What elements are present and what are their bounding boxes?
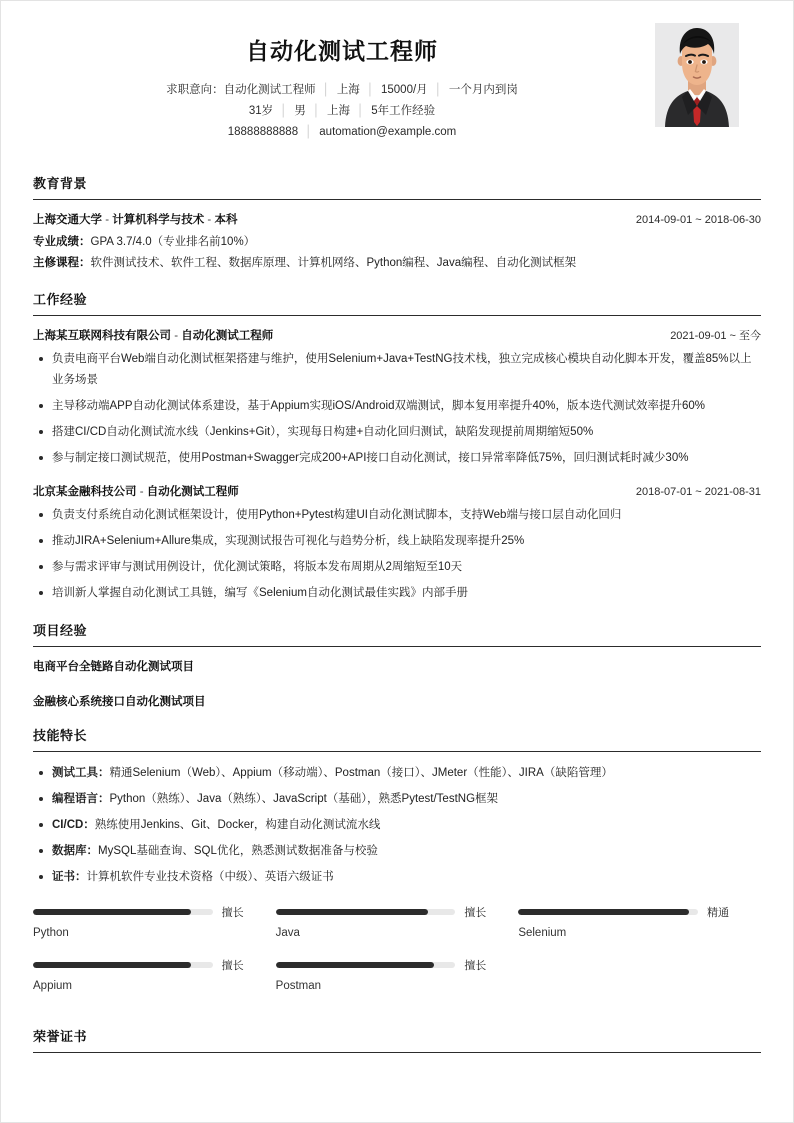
section-work-experience — [1, 289, 793, 604]
skill-bar-fill — [276, 962, 434, 968]
work-date: 2021-09-01 ~ 至今 — [670, 330, 761, 342]
phone-number[interactable]: 18888888888 — [227, 126, 299, 138]
separator-icon: │ — [305, 126, 313, 138]
project-item: 电商平台全链路自动化测试项目 — [33, 661, 194, 673]
section-title-education: 教育背景 — [33, 173, 761, 200]
skill-bar-level: 精通 — [706, 907, 729, 919]
list-item: 推动JIRA+Selenium+Allure集成，实现测试报告可视化与趋势分析，线上缺陷发现率提升25% — [33, 531, 761, 552]
separator-icon: │ — [280, 105, 288, 117]
skill-bar-fill — [276, 909, 429, 915]
skill-bar-name: Python — [33, 927, 69, 939]
work-position: 自动化测试工程师 — [146, 486, 239, 498]
section-title-projects: 项目经验 — [33, 620, 761, 647]
list-item: 参与需求评审与测试用例设计，优化测试策略，将版本发布周期从2周缩短至10天 — [33, 557, 761, 578]
list-item — [33, 789, 761, 810]
list-item: 主导移动端APP自动化测试体系建设，基于Appium实现iOS/Android双端测试，脚本复用率提升40%，版本迭代测试效率提升60% — [33, 396, 761, 417]
skill-bar-item — [276, 957, 519, 992]
work-date: 2018-07-01 ~ 2021-08-31 — [635, 486, 761, 498]
personal-gender: 男 — [294, 105, 306, 117]
contact-details-line — [33, 122, 651, 143]
education-courses-label: 主修课程： — [33, 257, 91, 269]
job-intent-label: 求职意向： — [166, 84, 224, 96]
section-education — [1, 173, 793, 273]
email-address[interactable]: automation@example.com — [319, 126, 457, 138]
portrait-illustration — [655, 23, 739, 127]
skill-label: 证书： — [52, 871, 87, 883]
job-intent-availability: 一个月内到岗 — [448, 84, 518, 96]
work-entry-row — [33, 483, 761, 499]
work-company: 北京某金融科技公司 — [33, 486, 137, 498]
work-bullet-list — [33, 505, 761, 604]
skill-bar-name: Selenium — [518, 927, 567, 939]
separator-icon: │ — [434, 84, 442, 96]
skill-bar-name: Appium — [33, 980, 72, 992]
job-intent-line — [33, 80, 651, 101]
page-bottom-spacer — [1, 1064, 793, 1072]
skill-bar-track — [276, 962, 456, 968]
section-title-work: 工作经验 — [33, 289, 761, 316]
skill-bar-row — [276, 904, 487, 920]
personal-location: 上海 — [327, 105, 351, 117]
work-entry — [33, 327, 761, 469]
work-entry-heading: 北京某金融科技公司 - 自动化测试工程师 — [33, 486, 239, 498]
skill-value: 熟练使用Jenkins、Git、Docker，构建自动化测试流水线 — [94, 819, 381, 831]
separator-icon: │ — [357, 105, 365, 117]
list-item — [33, 841, 761, 862]
education-school: 上海交通大学 — [33, 214, 102, 226]
avatar — [655, 23, 739, 127]
work-company: 上海某互联网科技有限公司 — [33, 330, 171, 342]
skill-bar-fill — [518, 909, 689, 915]
skill-label: 数据库： — [52, 845, 98, 857]
skill-value: 计算机软件专业技术资格（中级）、英语六级证书 — [86, 871, 334, 883]
section-honors — [1, 1026, 793, 1053]
education-date: 2014-09-01 ~ 2018-06-30 — [635, 214, 761, 226]
skill-bar-spacer — [518, 957, 761, 992]
job-intent-city: 上海 — [336, 84, 360, 96]
list-item: 负责电商平台Web端自动化测试框架搭建与维护，使用Selenium+Java+TestNG技术栈，独立完成核心模块自动化脚本开发，覆盖85%以上业务场景 — [33, 349, 761, 391]
education-gpa-value: GPA 3.7/4.0（专业排名前10%） — [90, 236, 256, 248]
work-entry — [33, 483, 761, 604]
list-item: 参与制定接口测试规范，使用Postman+Swagger完成200+API接口自动化测试，接口异常率降低75%，回归测试耗时减少30% — [33, 448, 761, 469]
skill-bar-row — [33, 957, 244, 973]
skill-bar-item — [33, 957, 276, 992]
skill-label: 测试工具： — [52, 767, 110, 779]
separator-icon: │ — [312, 105, 321, 117]
list-item — [33, 867, 761, 888]
project-item: 金融核心系统接口自动化测试项目 — [33, 696, 206, 708]
job-intent-position: 自动化测试工程师 — [223, 84, 316, 96]
section-title-honors: 荣誉证书 — [33, 1026, 761, 1053]
separator-icon: │ — [366, 84, 374, 96]
list-item — [33, 815, 761, 836]
skill-value: MySQL基础查询、SQL优化，熟悉测试数据准备与校验 — [98, 845, 378, 857]
education-gpa-line — [33, 233, 761, 252]
contact-block — [33, 80, 761, 143]
work-bullet-list — [33, 349, 761, 469]
resume-header — [1, 1, 793, 157]
skill-bar-row — [518, 904, 729, 920]
skill-bar-track — [518, 909, 698, 915]
skill-bar-grid — [33, 904, 761, 1010]
skills-bullet-list — [33, 763, 761, 888]
personal-info-line — [33, 101, 651, 122]
section-projects — [1, 620, 793, 709]
skill-value: 精通Selenium（Web）、Appium（移动端）、Postman（接口）、JMeter（性能）、JIRA（缺陷管理） — [109, 767, 613, 779]
skill-value: Python（熟练）、Java（熟练）、JavaScript（基础），熟悉Pytest/TestNG框架 — [109, 793, 499, 805]
education-major: 计算机科学与技术 — [112, 214, 205, 226]
skill-bar-level: 擅长 — [464, 907, 487, 919]
education-degree: 本科 — [214, 214, 238, 226]
skill-bar-item — [276, 904, 519, 939]
education-entry-heading: 上海交通大学 - 计算机科学与技术 - 本科 — [33, 214, 238, 226]
personal-experience: 5年工作经验 — [371, 105, 436, 117]
skill-bar-track — [33, 909, 213, 915]
skill-bar-fill — [33, 962, 191, 968]
skill-bar-item — [33, 904, 276, 939]
section-title-skills: 技能特长 — [33, 725, 761, 752]
work-entry-heading: 上海某互联网科技有限公司 - 自动化测试工程师 — [33, 330, 274, 342]
skill-bar-fill — [33, 909, 191, 915]
skill-bar-level: 擅长 — [221, 960, 244, 972]
list-item: 搭建CI/CD自动化测试流水线（Jenkins+Git），实现每日构建+自动化回归测试，缺陷发现提前周期缩短50% — [33, 422, 761, 443]
skill-bar-name: Postman — [275, 980, 322, 992]
list-item — [33, 763, 761, 784]
list-item: 培训新人掌握自动化测试工具链，编写《Selenium自动化测试最佳实践》内部手册 — [33, 583, 761, 604]
section-skills — [1, 725, 793, 1010]
skill-bar-track — [33, 962, 213, 968]
skill-bar-level: 擅长 — [464, 960, 487, 972]
list-item: 负责支付系统自动化测试框架设计，使用Python+Pytest构建UI自动化测试脚本，支持Web端与接口层自动化回归 — [33, 505, 761, 526]
skill-label: 编程语言： — [52, 793, 110, 805]
education-entry-row — [33, 211, 761, 227]
education-courses-line — [33, 254, 761, 273]
skill-bar-track — [276, 909, 456, 915]
skill-bar-name: Java — [275, 927, 300, 939]
skill-bar-item — [518, 904, 761, 939]
job-intent-salary: 15000/月 — [381, 84, 428, 96]
page-title: 自动化测试工程师 — [246, 38, 438, 64]
skill-bar-row — [276, 957, 487, 973]
work-entry-row — [33, 327, 761, 343]
skill-bar-level: 擅长 — [221, 907, 244, 919]
separator-icon: │ — [322, 84, 330, 96]
personal-age: 31岁 — [248, 105, 274, 117]
education-courses-value: 软件测试技术、软件工程、数据库原理、计算机网络、Python编程、Java编程、自动化测试框架 — [90, 257, 577, 269]
education-gpa-label: 专业成绩： — [33, 236, 91, 248]
work-position: 自动化测试工程师 — [181, 330, 274, 342]
skill-label: CI/CD： — [52, 819, 95, 831]
skill-bar-row — [33, 904, 244, 920]
